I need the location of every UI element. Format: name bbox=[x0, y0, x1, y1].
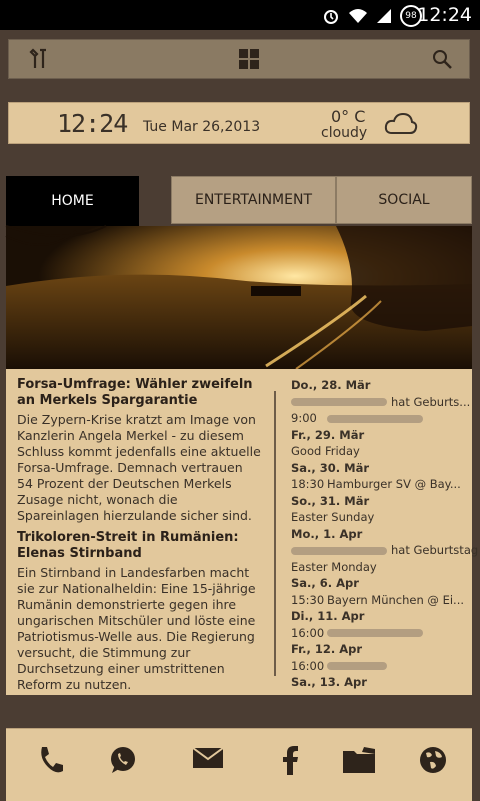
news-headline[interactable]: Trikoloren-Streit in Rumänien: Elenas Stirnband bbox=[17, 530, 239, 561]
news-summary: Ein Stirnband in Landesfarben macht sie zur Nationalheldin: Eine 15-jährige Rumänin demonstrierte gegen ihre ungarischen Mitschüler und löste eine Patriotismus-Welle aus. Die Regierung versucht, die Stimmung zur Durchsetzung einer umstrittenen Reform zu nutzen. bbox=[17, 565, 256, 692]
calendar-agenda bbox=[291, 377, 479, 691]
divider bbox=[274, 391, 276, 676]
tab-entertainment[interactable]: ENTERTAINMENT bbox=[171, 176, 336, 224]
redacted-text bbox=[327, 662, 387, 670]
weather-temperature: 0° C bbox=[331, 107, 366, 126]
calendar-day[interactable]: Sa., 6. Apr bbox=[291, 576, 359, 590]
weather-condition: cloudy bbox=[321, 125, 368, 141]
news-headline[interactable]: Forsa-Umfrage: Wähler zweifeln an Merkels Spargarantie bbox=[17, 377, 253, 408]
hero-image bbox=[6, 226, 472, 369]
calendar-event[interactable]: 9:00 bbox=[291, 410, 469, 427]
calendar-event[interactable]: 16:00 bbox=[291, 658, 469, 675]
tools-icon[interactable] bbox=[29, 48, 51, 74]
cloud-icon bbox=[384, 111, 418, 139]
search-icon[interactable] bbox=[431, 48, 453, 74]
news-feed bbox=[17, 377, 262, 699]
calendar-event[interactable]: Easter Sunday bbox=[291, 510, 375, 524]
status-icons bbox=[322, 5, 422, 27]
mail-icon[interactable] bbox=[192, 745, 224, 775]
redacted-text bbox=[291, 398, 387, 406]
news-summary: Die Zypern-Krise kratzt am Image von Kanzlerin Angela Merkel - zu diesem Schluss kommt jedenfalls eine aktuelle Forsa-Umfrage. Demnach vertrauen 54 Prozent der Deutschen Merkels Zusage nicht, wonach die Spareinlagen hierzulande sicher sind. bbox=[17, 412, 261, 523]
phone-icon[interactable] bbox=[36, 745, 64, 779]
calendar-day[interactable]: Do., 28. Mär bbox=[291, 378, 371, 392]
signal-icon bbox=[376, 8, 392, 24]
redacted-text bbox=[291, 547, 387, 555]
calendar-day[interactable]: Sa., 30. Mär bbox=[291, 460, 370, 475]
whatsapp-icon[interactable] bbox=[108, 745, 138, 779]
globe-icon[interactable] bbox=[418, 745, 448, 779]
calendar-day[interactable]: Fr., 29. Mär bbox=[291, 427, 365, 442]
calendar-day[interactable]: Di., 11. Apr bbox=[291, 609, 365, 623]
status-bar bbox=[0, 0, 480, 30]
calendar-event[interactable]: 15:30 Bayern München @ Ei... bbox=[291, 592, 465, 607]
alarm-icon bbox=[322, 7, 340, 25]
tab-home[interactable]: HOME bbox=[6, 176, 139, 226]
calendar-event[interactable]: hat Geburts... bbox=[291, 394, 469, 411]
calendar-day[interactable]: So., 31. Mär bbox=[291, 493, 370, 508]
content-panel bbox=[6, 369, 479, 695]
calendar-day[interactable]: Sa., 13. Apr bbox=[291, 675, 367, 689]
battery-icon: 98 bbox=[400, 5, 422, 27]
clock-date: Tue Mar 26,2013 bbox=[143, 119, 261, 135]
tab-bar bbox=[6, 176, 472, 226]
calendar-day[interactable]: Mo., 1. Apr bbox=[291, 526, 363, 541]
folder-icon[interactable] bbox=[342, 745, 376, 779]
facebook-icon[interactable] bbox=[280, 745, 300, 779]
redacted-text bbox=[327, 629, 423, 637]
grid-icon[interactable] bbox=[238, 48, 260, 74]
clock-weather-widget[interactable] bbox=[8, 102, 470, 144]
calendar-event[interactable]: Easter Monday bbox=[291, 559, 377, 574]
redacted-text bbox=[327, 415, 423, 423]
status-time: 12:24 bbox=[417, 4, 472, 26]
calendar-event[interactable]: hat Geburtstag bbox=[291, 542, 469, 559]
clock-time: 12:24 bbox=[57, 109, 128, 138]
calendar-day[interactable]: Fr., 12. Apr bbox=[291, 642, 363, 656]
calendar-event[interactable]: 18:30 Hamburger SV @ Bay... bbox=[291, 477, 461, 491]
wifi-icon bbox=[348, 8, 368, 24]
top-toolbar bbox=[8, 39, 470, 79]
calendar-event[interactable]: Good Friday bbox=[291, 444, 360, 458]
calendar-event[interactable]: 16:00 bbox=[291, 625, 469, 642]
app-dock bbox=[6, 728, 472, 801]
tab-social[interactable]: SOCIAL bbox=[336, 176, 472, 224]
